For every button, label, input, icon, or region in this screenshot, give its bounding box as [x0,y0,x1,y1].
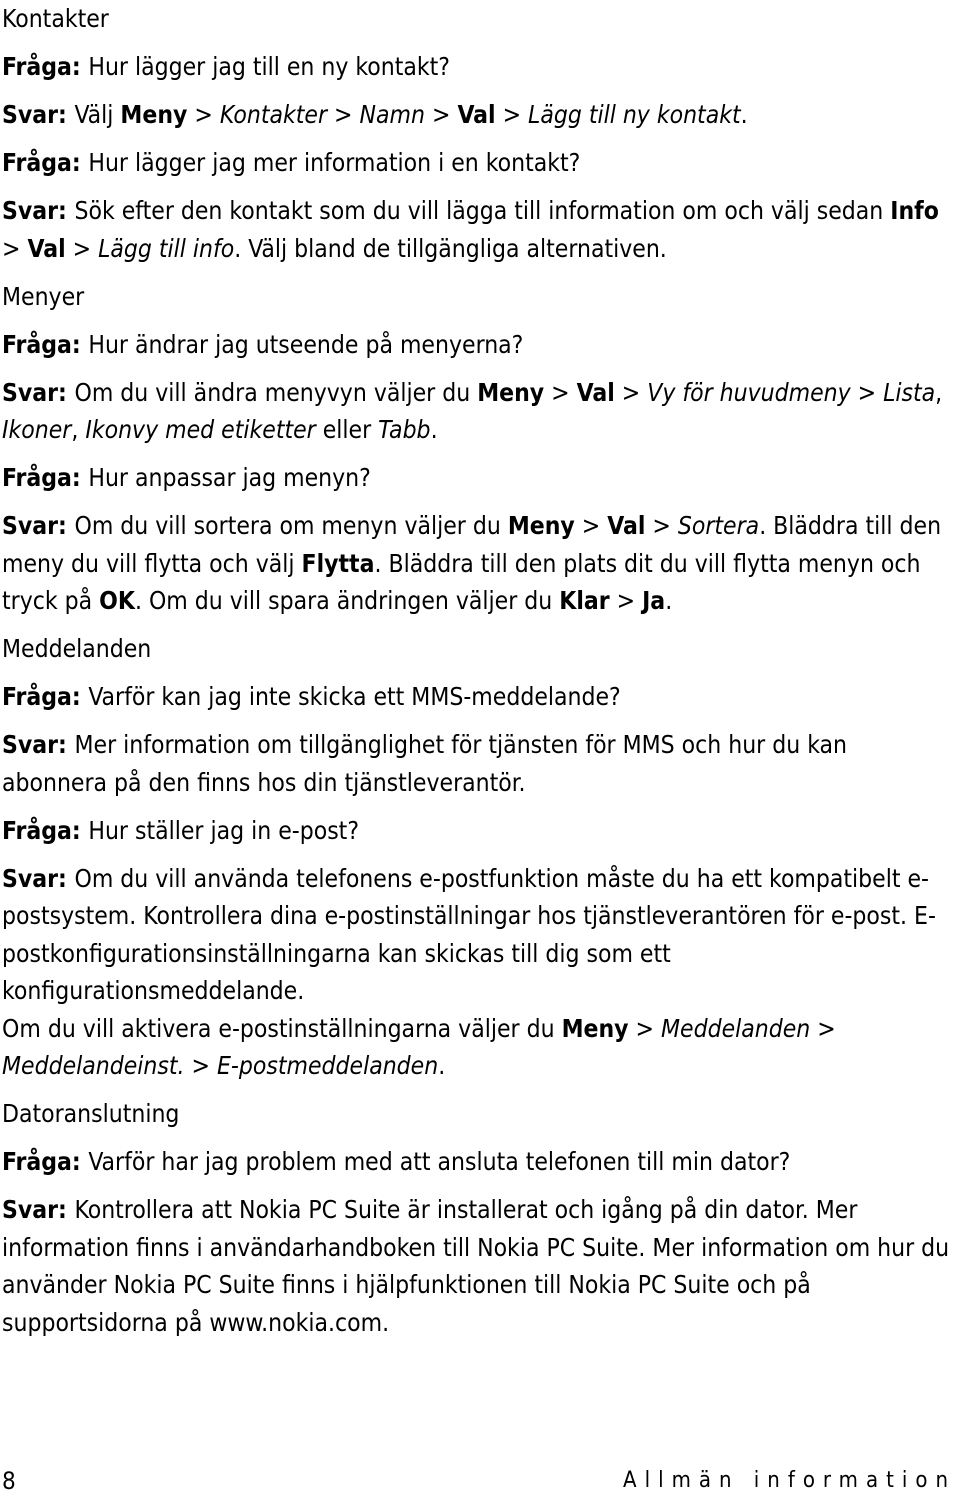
text-run: Hur ändrar jag utseende på menyerna? [88,329,524,359]
bold-text: Svar: [2,377,75,407]
text-run: Hur lägger jag mer information i en kontakt? [88,148,581,177]
text-run: Hur ställer jag in e-post? [88,815,360,845]
paragraph [2,96,958,134]
italic-text: Lista [883,377,936,407]
bold-text: Fråga: [2,682,89,711]
text-run: Om du vill sortera om menyn väljer du [74,511,508,540]
text-run: > [574,511,608,540]
text-run: > [65,233,99,263]
paragraph [2,507,958,620]
section-heading: Meddelanden [2,634,152,663]
paragraph [2,459,958,497]
paragraph [2,144,958,182]
paragraph [2,48,958,86]
bold-text: Svar: [2,863,75,893]
paragraph [2,374,958,449]
paragraph [2,1191,958,1341]
italic-text: Sortera [677,511,760,540]
text-run: Hur anpassar jag menyn? [88,463,371,492]
bold-text: Svar: [2,511,75,540]
text-run: > [628,1013,661,1043]
paragraph [2,678,958,716]
bold-text: Svar: [2,196,75,225]
text-run: Kontrollera att Nokia PC Suite är installerat och igång på din dator. Mer information finns i användarhandboken till Nokia PC Suite. Mer information om hur du använder Nokia PC Suite finns i hjälpfunktionen till Nokia PC Suite och på supportsidorna på www.nokia.com. [2,1195,950,1337]
bold-text: Val [27,233,66,263]
text-run: > [2,233,28,263]
bold-text: Meny [507,511,575,540]
italic-text: Ikonvy med etiketter [85,415,316,444]
text-run: Mer information om tillgänglighet för tjänsten för MMS och hur du kan abonnera på den finns hos din tjänstleverantör. [2,730,847,797]
text-run: . Välj bland de tillgängliga alternativen. [234,233,667,263]
section [2,630,958,1085]
text-run: . Om du vill spara ändringen väljer du [134,586,560,615]
bold-text: Fråga: [2,148,89,177]
text-run: . [430,415,438,444]
bold-text: Info [890,196,939,225]
bold-text: Fråga: [2,52,89,81]
text-run: . [740,100,748,129]
italic-text: Ikoner [2,415,72,444]
text-run: > [850,377,884,407]
text-run: > [495,100,529,129]
text-run: > [327,100,360,129]
text-run: Varför kan jag inte skicka ett MMS-meddelande? [88,682,621,711]
text-run: Välj [74,100,121,129]
text-run: > [184,1051,217,1080]
page-number: 8 [2,1467,16,1495]
italic-text: Tabb [378,415,431,444]
bold-text: OK [99,586,135,615]
bold-text: Meny [561,1013,629,1043]
section [2,278,958,620]
text-run: , [71,415,86,444]
italic-text: Kontakter [219,100,328,129]
bold-text: Ja [642,586,666,615]
bold-text: Svar: [2,100,75,129]
bold-text: Val [607,511,646,540]
text-run: eller [315,415,379,444]
bold-text: Val [576,377,615,407]
text-run: > [424,100,458,129]
italic-text: Lägg till info [98,233,235,263]
bold-text: Klar [559,586,610,615]
paragraph [2,1010,958,1085]
italic-text: Lägg till ny kontakt [528,100,741,129]
text-run: Hur lägger jag till en ny kontakt? [88,52,451,81]
section-heading: Kontakter [2,4,109,33]
italic-text: E-postmeddelanden [217,1051,439,1080]
footer-section-title: Allmän information [623,1468,956,1493]
text-run: Om du vill ändra menyvyn väljer du [74,377,478,407]
text-run: . Bläddra till den meny du vill flytta och välj [2,511,942,578]
bold-text: Fråga: [2,463,89,492]
text-run: Sök efter den kontakt som du vill lägga till information om och välj sedan [74,196,891,225]
text-run: > [614,377,648,407]
text-run: . [438,1051,446,1080]
bold-text: Svar: [2,1195,75,1224]
text-run: . [665,586,673,615]
italic-text: Namn [359,100,425,129]
paragraph [2,812,958,850]
paragraph [2,860,958,1010]
bold-text: Fråga: [2,329,89,359]
text-run: > [810,1013,836,1043]
section-heading: Menyer [2,281,85,311]
section [2,0,958,267]
bold-text: Fråga: [2,1147,89,1176]
section-heading: Datoranslutning [2,1099,180,1128]
text-run: , [935,377,943,407]
italic-text: Vy för huvudmeny [647,377,851,407]
bold-text: Val [457,100,496,129]
paragraph [2,326,958,364]
document-body [2,0,958,1352]
section [2,1095,958,1341]
text-run: . Bläddra till den plats dit du vill flytta menyn och tryck på [2,548,921,615]
text-run: Varför har jag problem med att ansluta telefonen till min dator? [88,1147,791,1176]
bold-text: Svar: [2,730,75,759]
paragraph [2,726,958,801]
bold-text: Fråga: [2,815,89,845]
italic-text: Meddelanden [661,1013,811,1043]
text-run: > [645,511,678,540]
text-run: > [609,586,643,615]
text-run: Om du vill aktivera e-postinställningarna väljer du [2,1013,562,1043]
bold-text: Flytta [301,548,375,578]
text-run: > [544,377,577,407]
paragraph [2,192,958,267]
bold-text: Meny [120,100,188,129]
bold-text: Meny [477,377,545,407]
italic-text: Meddelandeinst. [2,1051,185,1080]
paragraph [2,1143,958,1181]
text-run: > [187,100,220,129]
text-run: Om du vill använda telefonens e-postfunktion måste du ha ett kompatibelt e-postsystem. Kontrollera dina e-postinställningar hos tjänstleverantören för e-post. E-postkonfigurationsinställningarna kan skickas till dig som ett konfigurationsmeddelande. [2,863,936,1005]
